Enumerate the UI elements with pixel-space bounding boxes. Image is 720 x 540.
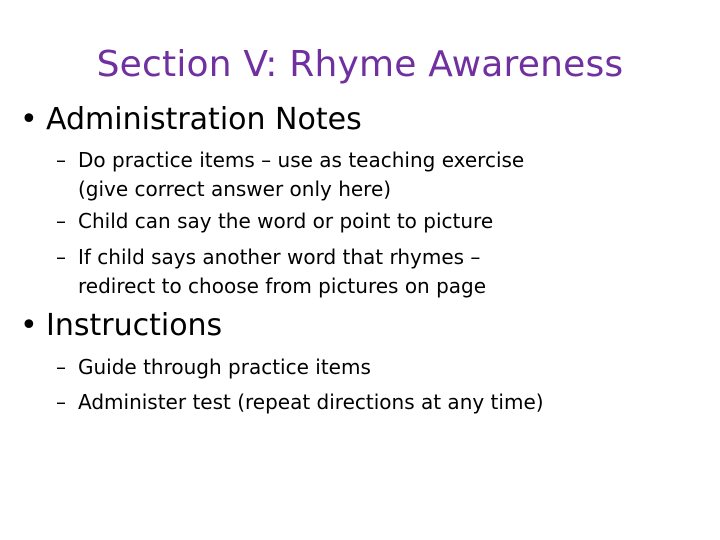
section-heading: Instructions [46, 308, 223, 343]
sub-bullet-text: Guide through practice items [78, 355, 371, 379]
dash-glyph: – [56, 148, 66, 172]
sub-bullet-text: redirect to choose from pictures on page [78, 274, 487, 298]
bullet-glyph: • [20, 102, 38, 137]
section-heading: Administration Notes [46, 102, 362, 137]
slide-title: Section V: Rhyme Awareness [96, 44, 624, 85]
sub-bullet-text: Administer test (repeat directions at any time) [78, 390, 544, 414]
sub-bullet-text: If child says another word that rhymes – [78, 245, 481, 269]
sub-bullet-text: Child can say the word or point to picture [78, 209, 494, 233]
bullet-glyph: • [20, 308, 38, 343]
sub-bullet-text: (give correct answer only here) [78, 177, 392, 201]
bullet-administration-notes [20, 102, 362, 138]
sub-bullet-text: Do practice items – use as teaching exercise [78, 148, 525, 172]
dash-glyph: – [56, 390, 66, 414]
bullet-instructions [20, 308, 222, 344]
dash-glyph: – [56, 245, 66, 269]
dash-glyph: – [56, 355, 66, 379]
dash-glyph: – [56, 209, 66, 233]
